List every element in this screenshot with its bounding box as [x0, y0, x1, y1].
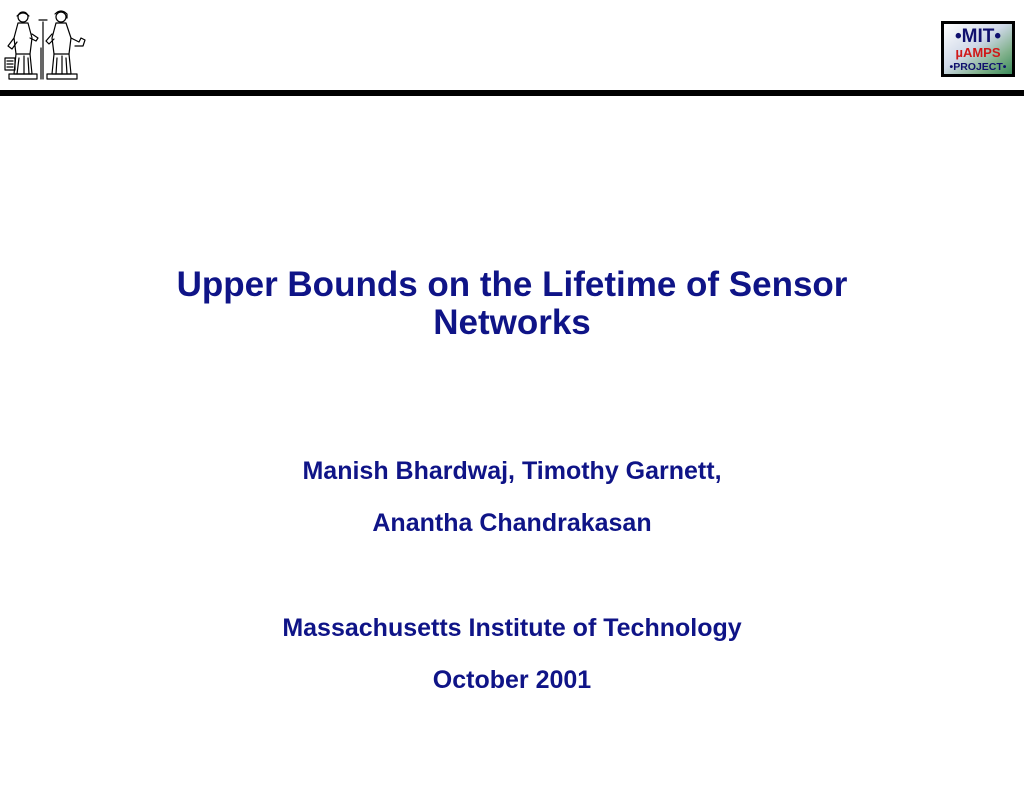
- logo-line-uamps: µAMPS: [955, 45, 1001, 60]
- slide-title-line-1: Upper Bounds on the Lifetime of Sensor: [176, 265, 848, 304]
- slide-title-line-2: Networks: [433, 303, 591, 342]
- authors-line-2: Anantha Chandrakasan: [372, 509, 652, 537]
- presentation-date: October 2001: [432, 666, 592, 694]
- logo-line-project: •PROJECT•: [949, 61, 1007, 73]
- mit-seal-icon: [3, 8, 87, 82]
- header-rule: [0, 90, 1024, 96]
- affiliation: Massachusetts Institute of Technology: [282, 614, 742, 642]
- authors-line-1: Manish Bhardwaj, Timothy Garnett,: [302, 457, 722, 485]
- mit-uamps-project-logo: [940, 20, 1016, 78]
- logo-line-mit: •MIT•: [954, 26, 1002, 47]
- slide-title: [40, 266, 984, 342]
